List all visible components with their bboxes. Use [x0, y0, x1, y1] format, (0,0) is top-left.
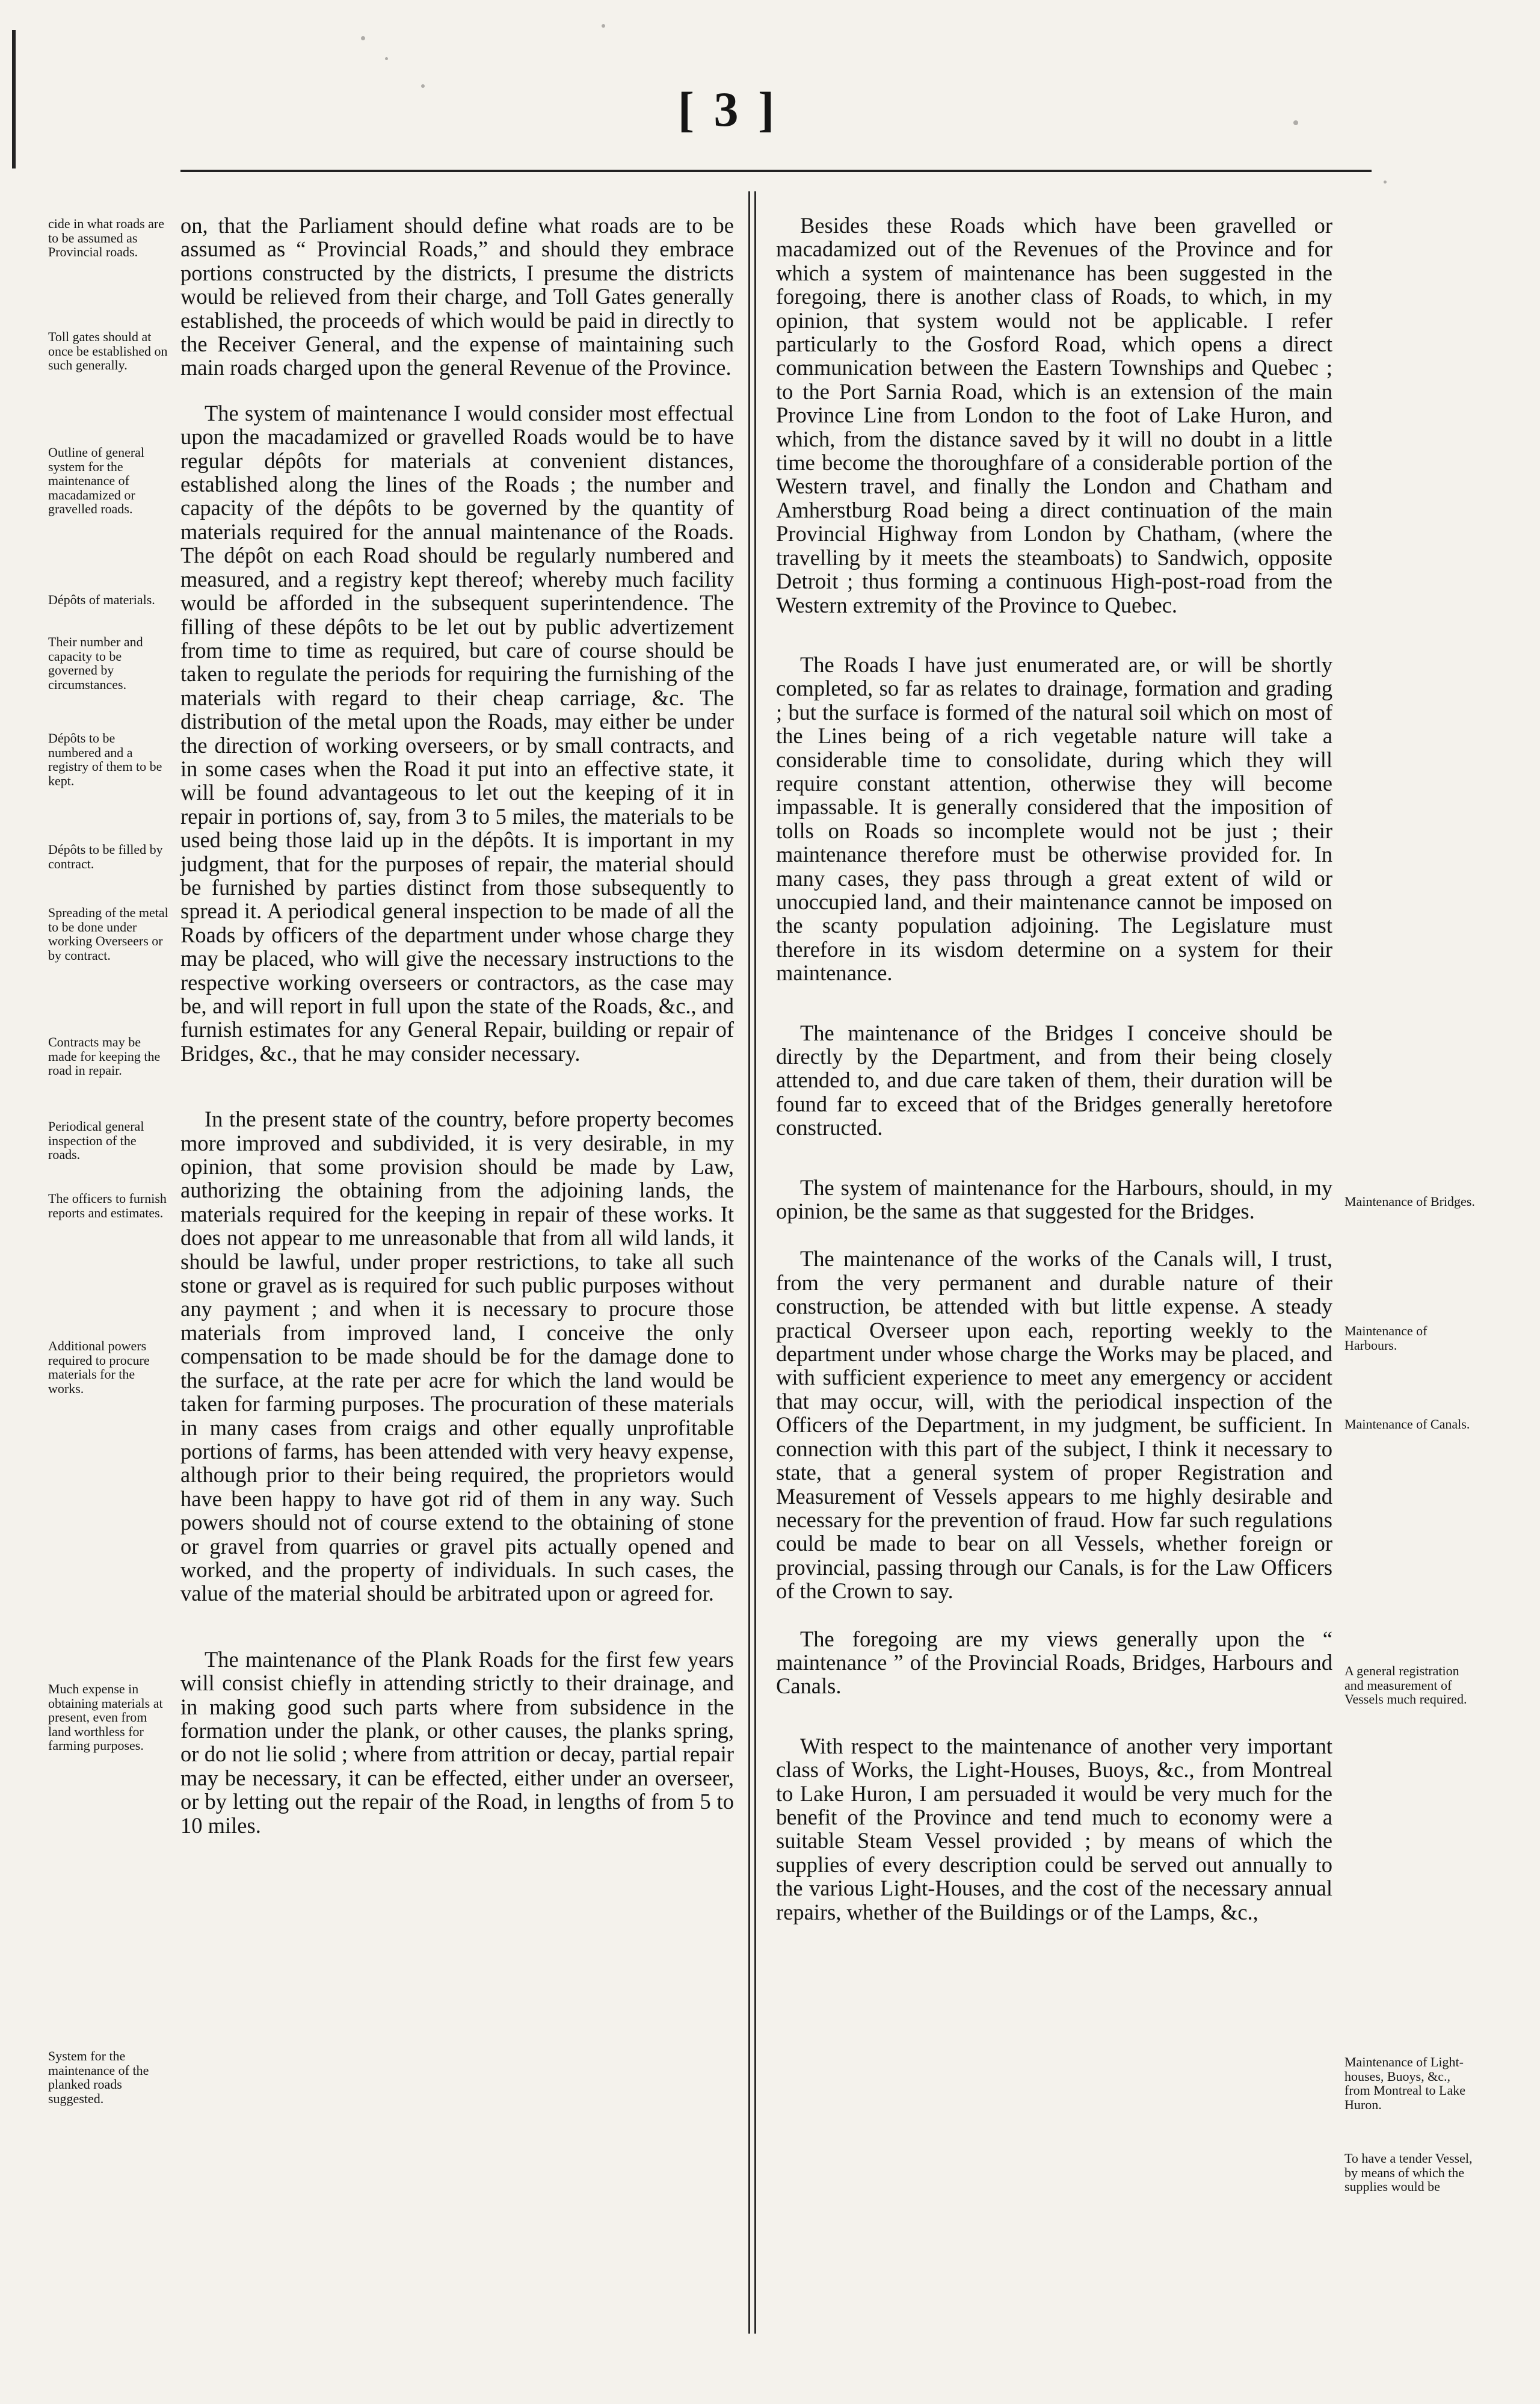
margin-ink-mark	[12, 30, 16, 168]
scan-speck	[361, 36, 365, 40]
margin-note: cide in what roads are to be assumed as Provincial roads.	[48, 216, 165, 259]
scan-speck	[1293, 120, 1298, 125]
scan-speck	[385, 57, 388, 60]
margin-note: Dépôts to be filled by contract.	[48, 842, 163, 871]
margin-note: Periodical general inspection of the roads.	[48, 1119, 144, 1162]
right-paragraph-7: With respect to the maintenance of another very important class of Works, the Light-Houses, Buoys, &c., from Montreal to Lake Huron, I am persuaded it would be very much for the benefit of the Province and tend much to economy were a suitable Steam Vessel provided ; by means of which the supplies of every description could be served out annually to the various Light-Houses, and the cost of the necessary annual repairs, whether of the Buildings or of the Lamps, &c.,	[776, 1733, 1332, 1924]
margin-note: Outline of general system for the maintenance of macadamized or gravelled roads.	[48, 445, 145, 516]
right-paragraph-6: The foregoing are my views generally upon the “ maintenance ” of the Provincial Roads, Bridges, Harbours and Canals.	[776, 1626, 1332, 1699]
margin-note: Maintenance of Harbours.	[1344, 1323, 1428, 1353]
margin-note: Maintenance of Canals.	[1344, 1417, 1470, 1432]
margin-note: System for the maintenance of the planked roads suggested.	[48, 2048, 149, 2106]
margin-note: Maintenance of Bridges.	[1344, 1194, 1475, 1209]
left-paragraph-1: on, that the Parliament should define what roads are to be assumed as “ Provincial Roads,” and should they embrace portions constructed by the districts, I presume the districts would be relieved from their charge, and Toll Gates generally established, the proceeds of which would be paid in directly to the Receiver General, and the expense of maintaining such main roads charged upon the general Revenue of the Province.	[180, 213, 734, 380]
left-paragraph-2: The system of maintenance I would consider most effectual upon the macadamized or gravelled Roads would be to have regular dépôts for materials at convenient distances, established along the lines of the Roads ; the number and capacity of the dépôts to be governed by the quantity of materials required for the annual maintenance of the Roads. The dépôt on each Road should be regularly numbered and measured, and a registry kept thereof; whereby much facility would be afforded in the subsequent superintendence. The filling of these dépôts to be let out by public advertizement from time to time as required, but care of course should be taken to regulate the periods for requiring the furnishing of the materials with regard to their cheap carriage, &c. The distribution of the metal upon the Roads, may either be under the direction of working overseers, or by small contracts, and in some cases when the Road it put into an effective state, it will be found advantageous to let out the keeping of it in repair in portions of, say, from 3 to 5 miles, the materials to be used being those laid up in the dépôts. It is important in my judgment, that for the purposes of repair, the material should be furnished by parties distinct from those subsequently to spread it. A periodical general inspection to be made of all the Roads by officers of the department under whose charge they may be placed, who will give the necessary instructions to the respective working overseers or contractors, as the case may be, and will report in full upon the state of the Roads, &c., and furnish estimates for any General Repair, building or repair of Bridges, &c., that he may consider necessary.	[180, 400, 734, 1066]
left-column	[180, 214, 734, 1837]
margin-note: Maintenance of Light-houses, Buoys, &c., from Montreal to Lake Huron.	[1344, 2054, 1465, 2112]
margin-note: Their number and capacity to be governed by circumstances.	[48, 634, 143, 692]
page-number: [ 3 ]	[677, 82, 778, 137]
margin-note: Spreading of the metal to be done under working Overseers or by contract.	[48, 905, 168, 963]
right-paragraph-3: The maintenance of the Bridges I conceive should be directly by the Department, and from their being closely attended to, and due care taken of them, their duration will be found far to exceed that of the Bridges generally heretofore constructed.	[776, 1020, 1332, 1140]
margin-note: A general registration and measurement of Vessels much required.	[1344, 1663, 1467, 1707]
column-divider-left	[748, 191, 750, 2334]
margin-note: To have a tender Vessel, by means of which the supplies would be	[1344, 2151, 1473, 2194]
left-paragraph-4: The maintenance of the Plank Roads for the first few years will consist chiefly in attending strictly to their drainage, and in making good such parts where from subsidence in the formation under the plank, or other causes, the planks spring, or do not lie solid ; where from attrition or decay, partial repair may be necessary, it can be effected, either under an overseer, or by letting out the repair of the Road, in lengths of from 5 to 10 miles.	[180, 1646, 734, 1838]
margin-note: Much expense in obtaining materials at present, even from land worthless for farming purposes.	[48, 1681, 163, 1753]
column-divider-right	[754, 191, 756, 2334]
right-paragraph-4: The system of maintenance for the Harbours, should, in my opinion, be the same as that suggested for the Bridges.	[776, 1175, 1332, 1224]
margin-note: Additional powers required to procure materials for the works.	[48, 1338, 150, 1396]
scan-speck	[602, 24, 605, 28]
left-paragraph-3: In the present state of the country, before property becomes more improved and subdivided, it is very desirable, in my opinion, that some provision should be made by Law, authorizing the obtaining from the adjoining lands, the materials required for the keeping in repair of these works. It does not appear to me unreasonable that from all wild lands, it should be lawful, under proper restrictions, to take all such stone or gravel as is required for such public purposes without any payment ; and when it is necessary to procure those materials from improved land, I conceive the only compensation to be made should be for the damage done to the surface, at the rate per acre for which the land would be taken for farming purposes. The procuration of these materials in many cases from craigs and other equally unprofitable portions of farms, has been attended with very heavy expense, although prior to their being required, the proprietors would have been happy to have got rid of them in any way. Such powers should not of course extend to the obtaining of stone or gravel from quarries or gravel pits actually opened and worked, and the property of individuals. In such cases, the value of the material should be arbitrated upon or agreed for.	[180, 1107, 734, 1606]
right-paragraph-5: The maintenance of the works of the Canals will, I trust, from the very permanent and durable nature of their construction, be attended with but little expense. A steady practical Overseer upon each, reporting weekly to the department under whose charge the Works may be placed, and with sufficient experience to meet any emergency or accident that may occur, will, with the periodical inspection of the Officers of the Department, in my judgment, be sufficient. In connection with this part of the subject, I think it necessary to state, that a general system of proper Registration and Measurement of Vessels appears to me highly desirable and necessary for the prevention of fraud. How far such regulations could be made to bear on all Vessels, whether foreign or provincial, passing through our Canals, is for the Law Officers of the Crown to say.	[776, 1246, 1332, 1604]
scan-speck	[1384, 181, 1387, 184]
right-column	[776, 214, 1332, 1924]
right-paragraph-1: Besides these Roads which have been gravelled or macadamized out of the Revenues of the Province and for which a system of maintenance has been suggested in the foregoing, there is another class of Roads, to which, in my opinion, that system would not be applicable. I refer particularly to the Gosford Road, which opens a direct communication between the Eastern Townships and Quebec ; to the Port Sarnia Road, which is an extension of the main Province Line from London to the foot of Lake Huron, and which, from the distance saved by it will no doubt in a little time become the thoroughfare of a considerable portion of the Western travel, and finally the London and Chatham and Amherstburg Road being a direct continuation of the main Provincial Highway from London by Chatham, (where the travelling by it meets the steamboats) to Sandwich, opposite Detroit ; thus forming a continuous High-post-road from the Western extremity of the Province to Quebec.	[776, 213, 1332, 617]
scan-speck	[421, 84, 425, 88]
margin-note: Dépôts of materials.	[48, 592, 155, 607]
margin-note: Dépôts to be numbered and a registry of them to be kept.	[48, 731, 162, 788]
margin-note: Toll gates should at once be established on such generally.	[48, 329, 168, 372]
margin-note: The officers to furnish reports and estimates.	[48, 1191, 167, 1220]
right-paragraph-2: The Roads I have just enumerated are, or will be shortly completed, so far as relates to drainage, formation and grading ; but the surface is formed of the natural soil which on most of the Lines being of a rich vegetable nature will take a considerable time to consolidate, during which they will require constant attention, otherwise they will become impassable. It is generally considered that the imposition of tolls on Roads so incomplete would not be just ; their maintenance therefore must be otherwise provided for. In many cases, they pass through a great extent of wild or unoccupied land, and their maintenance cannot be imposed on the scanty population adjoining. The Legislature must therefore in its wisdom determine on a system for their maintenance.	[776, 652, 1332, 986]
header-rule	[180, 170, 1372, 172]
margin-note: Contracts may be made for keeping the road in repair.	[48, 1034, 161, 1078]
